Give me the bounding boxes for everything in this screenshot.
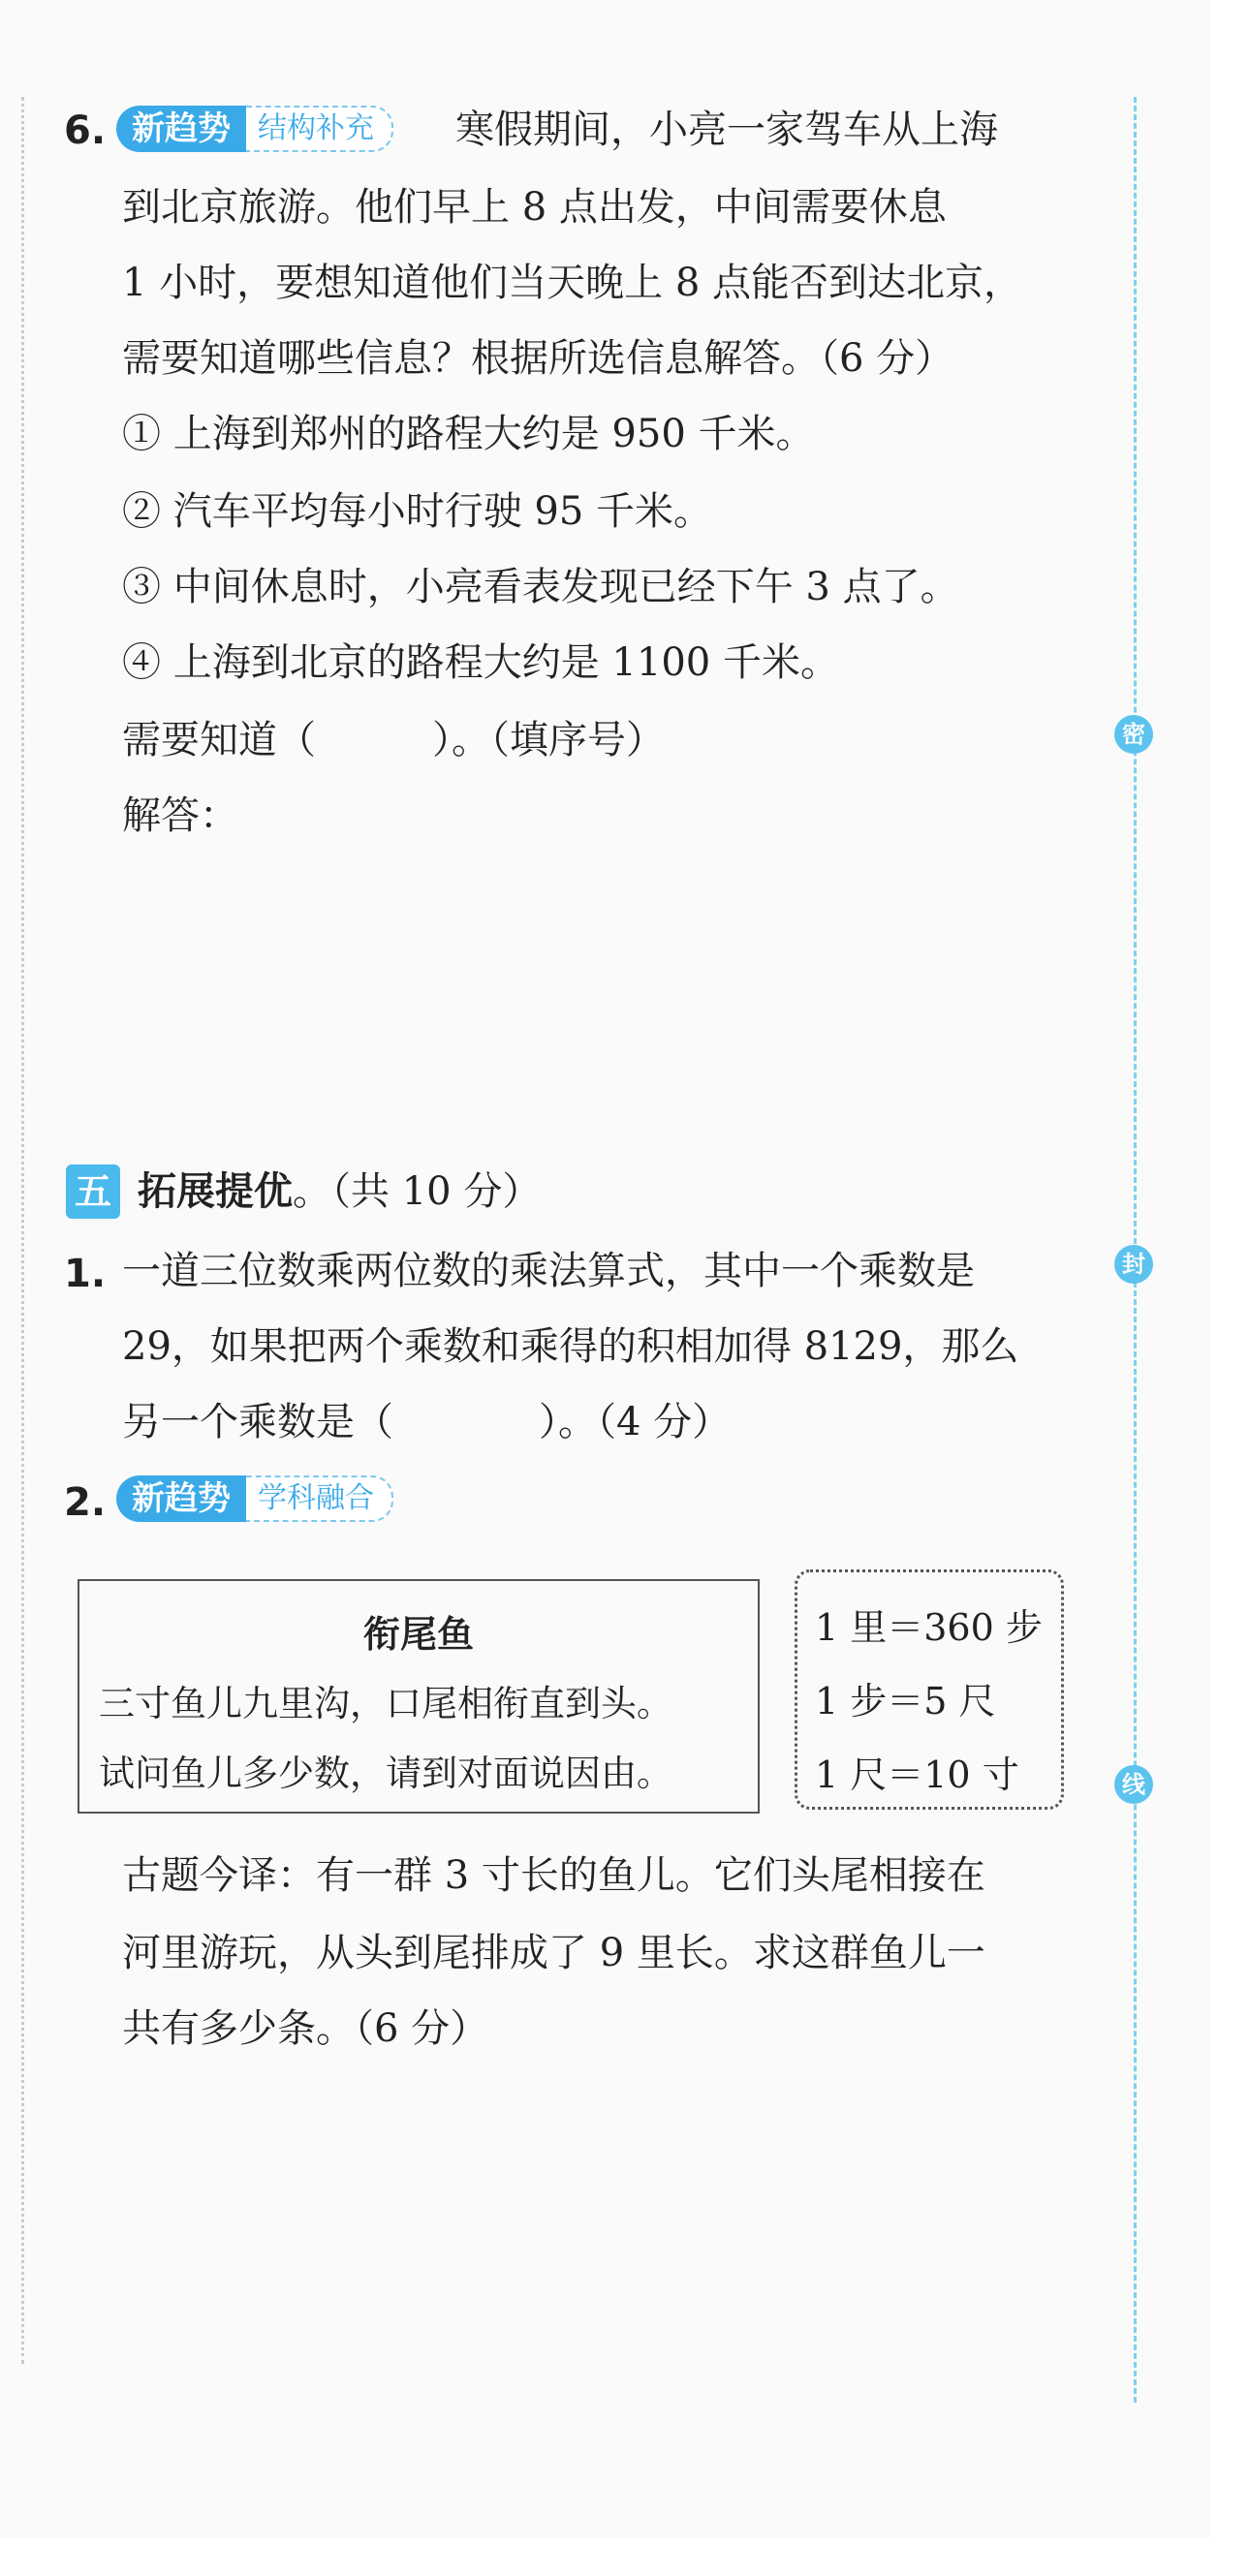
answer-area[interactable] <box>122 853 1072 1124</box>
question-number: 2. <box>64 1480 107 1525</box>
tag-main-label: 新趋势 <box>116 106 246 152</box>
question-text-line: 河里游玩，从头到尾排成了 9 里长。求这群鱼儿一 <box>122 1931 985 1975</box>
unit-conversion-box <box>795 1569 1064 1810</box>
left-margin-rule <box>21 97 24 2364</box>
option-line: ③ 中间休息时，小亮看表发现已经下午 3 点了。 <box>122 565 959 609</box>
poem-box <box>78 1579 760 1814</box>
question-text-line: 29，如果把两个乘数和乘得的积相加得 8129，那么 <box>122 1324 1019 1369</box>
question-text-line: 1 小时，要想知道他们当天晚上 8 点能否到达北京， <box>122 261 1023 305</box>
seal-mark: 封 <box>1114 1245 1153 1284</box>
question-text-line: 一道三位数乘两位数的乘法算式，其中一个乘数是 <box>122 1249 975 1293</box>
question-text-line: 古题今译：有一群 3 寸长的鱼儿。它们头尾相接在 <box>122 1853 985 1898</box>
fill-in-line <box>122 718 665 762</box>
unit-line: 1 步＝5 尺 <box>815 1680 996 1723</box>
option-line: ② 汽车平均每小时行驶 95 千米。 <box>122 489 713 534</box>
question-text-line: 需要知道哪些信息？根据所选信息解答。（6 分） <box>122 336 954 381</box>
fill-in-line <box>122 1400 732 1444</box>
seal-mark: 密 <box>1114 715 1153 754</box>
poem-line: 试问鱼儿多少数，请到对面说因由。 <box>99 1753 672 1794</box>
question-text-line: 共有多少条。（6 分） <box>122 2006 489 2051</box>
option-line: ④ 上海到北京的路程大约是 1100 千米。 <box>122 640 839 685</box>
section-score: 。（共 10 分） <box>293 1169 542 1214</box>
fill-suffix: ）。（4 分） <box>539 1400 732 1444</box>
unit-line: 1 尺＝10 寸 <box>815 1754 1019 1796</box>
question-number: 6. <box>64 109 107 153</box>
section-title-text: 拓展提优 <box>138 1169 293 1214</box>
fill-prefix: 另一个乘数是（ <box>122 1400 393 1444</box>
poem-title: 衔尾鱼 <box>362 1613 474 1656</box>
seal-mark: 线 <box>1114 1765 1153 1804</box>
question-text-line: 寒假期间，小亮一家驾车从上海 <box>455 108 998 152</box>
question-number: 1. <box>64 1252 107 1296</box>
question-text-line: 到北京旅游。他们早上 8 点出发，中间需要休息 <box>122 185 947 230</box>
answer-area[interactable] <box>122 2073 1072 2364</box>
question-tag <box>116 1474 393 1523</box>
tag-main-label: 新趋势 <box>116 1475 246 1522</box>
answer-label: 解答： <box>122 793 238 838</box>
tag-sub-label: 结构补充 <box>246 106 393 152</box>
option-line: ① 上海到郑州的路程大约是 950 千米。 <box>122 412 815 456</box>
tag-sub-label: 学科融合 <box>246 1475 393 1522</box>
fill-prefix: 需要知道（ <box>122 718 316 762</box>
unit-line: 1 里＝360 步 <box>815 1606 1043 1649</box>
question-tag <box>116 105 393 153</box>
fill-suffix: ）。（填序号） <box>432 718 665 762</box>
section-title <box>138 1169 542 1214</box>
section-badge: 五 <box>66 1164 120 1219</box>
poem-line: 三寸鱼儿九里沟，口尾相衔直到头。 <box>99 1683 672 1724</box>
